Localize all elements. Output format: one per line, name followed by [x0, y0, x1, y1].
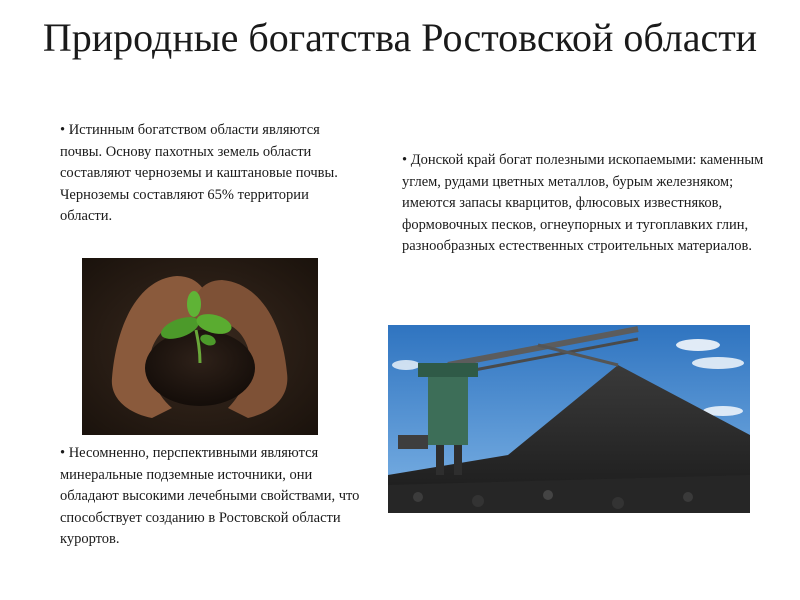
springs-paragraph: • Несомненно, перспективными являются минеральные подземные источники, они обладают высокими лечебными свойствами, что способствует созданию в Ростовской области курортов. [60, 445, 360, 547]
coal-pile-photo [388, 325, 750, 513]
minerals-paragraph: • Донской край богат полезными ископаемыми: каменным углем, рудами цветных металлов, бурым железняком; имеются запасы кварцитов, флюсовых известняков, формовочных песков, огнеупорных и тугоплавких глин, разнообразных естественных строительных материалов. [402, 152, 764, 254]
soils-paragraph: • Истинным богатством области являются почвы. Основу пахотных земель области составляют черноземы и каштановые почвы. Черноземы составляют 65% территории области. [60, 122, 338, 224]
slide-title: Природные богатства Ростовской области [42, 15, 758, 60]
soil-in-hands-photo [82, 258, 318, 435]
